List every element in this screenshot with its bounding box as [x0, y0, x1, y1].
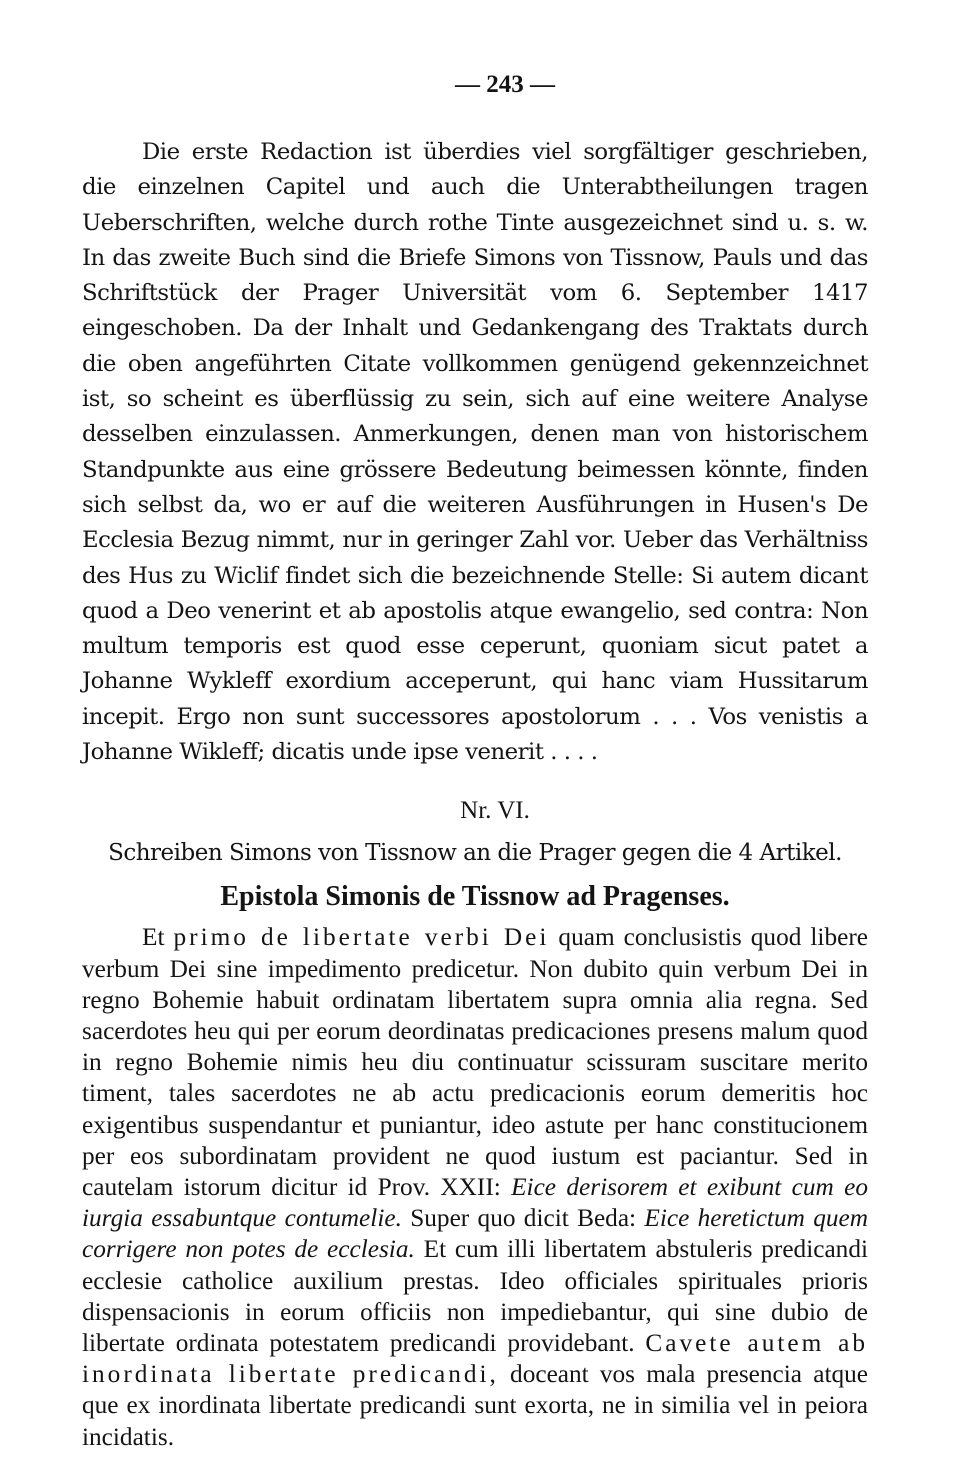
letter-text: Et: [142, 923, 174, 952]
document-number: Nr. VI.: [460, 797, 530, 825]
letter-text: Super quo dicit Beda:: [401, 1204, 645, 1233]
letter-italic-quote: Eice heretictum quem corrigere non potes de ecclesia.: [82, 1204, 868, 1264]
letter-spaced-emphasis: Cavete autem ab inordinata libertate predicandi,: [82, 1328, 868, 1389]
document-latin-title: Epistola Simonis de Tissnow ad Pragenses.: [220, 881, 730, 913]
letter-spaced-emphasis: primo de libertate verbi Dei: [173, 923, 550, 952]
book-page: [82, 70, 868, 1453]
page-number: — 243 —: [455, 71, 555, 98]
letter-text: Et cum illi libertatem abstuleris predicandi ecclesie catholice auxilium prestas. Ideo officiales spirituales prioris dispensacionis in eorum officiis non impediebantur, qui sine dubio de libertate ordinata potestatem predicandi providebant.: [82, 1235, 869, 1357]
letter-text: doceant vos mala presencia atque que ex inordinata libertate predicandi sunt exorta, ne in similia vel in peiora incidatis.: [82, 1360, 868, 1451]
letter-text: quam conclusistis quod libere verbum Dei sine impedimento predicetur. Non dubito quin verbum Dei in regno Bohemie habuit ordinatam libertatem supra omnia alia regna. Sed sacerdotes heu qui per eorum deordinatas predicaciones presens malum quod in regno Bohemie nimis heu diu continuatur scissuram suscitare merito timent, tales sacerdotes ne ab actu predicacionis eorum demeritis hoc exigentibus suspendantur et puniantur, ideo astute per hanc constitucionem per eos subordinatam provident ne quod iustum est paciantur. Sed in cautelam istorum dicitur id Prov. XXII:: [82, 923, 868, 1201]
letter-italic-quote: Eice derisorem et exibunt cum eo iurgia essabuntque contumelie.: [82, 1172, 868, 1233]
intro-paragraph: Die erste Redaction ist überdies viel sorgfältiger geschrieben, die einzelnen Capitel und auch die Unterabtheilungen tragen Ueberschriften, welche durch rothe Tinte ausgezeichnet sind u. s. w. In das zweite Buch sind die Briefe Simons von Tissnow, Pauls und das Schriftstück der Prager Universität vom 6. September 1417 eingeschoben. Da der Inhalt und Gedankengang des Traktats durch die oben angeführten Citate vollkommen genügend gekennzeichnet ist, so scheint es überflüssig zu sein, sich auf eine weitere Analyse desselben einzulassen. Anmerkungen, denen man von historischem Standpunkte aus eine grössere Bedeutung beimessen könnte, finden sich selbst da, wo er auf die weiteren Ausführungen in Husen's De Ecclesia Bezug nimmt, nur in geringer Zahl vor. Ueber das Verhältniss des Hus zu Wiclif findet sich die bezeichnende Stelle: Si autem dicant quod a Deo venerint et ab apostolis atque ewangelio, sed contra: Non multum temporis est quod esse ceperunt, quoniam sicut patet a Johanne Wykleff exordium acceperunt, qui hanc viam Hussitarum incepit. Ergo non sunt successores apostolorum . . . Vos venistis a Johanne Wikleff; dicatis unde ipse venerit . . . .: [82, 139, 868, 766]
letter-paragraph: [82, 922, 868, 1452]
document-heading: Schreiben Simons von Tissnow an die Prager gegen die 4 Artikel.: [108, 840, 842, 867]
